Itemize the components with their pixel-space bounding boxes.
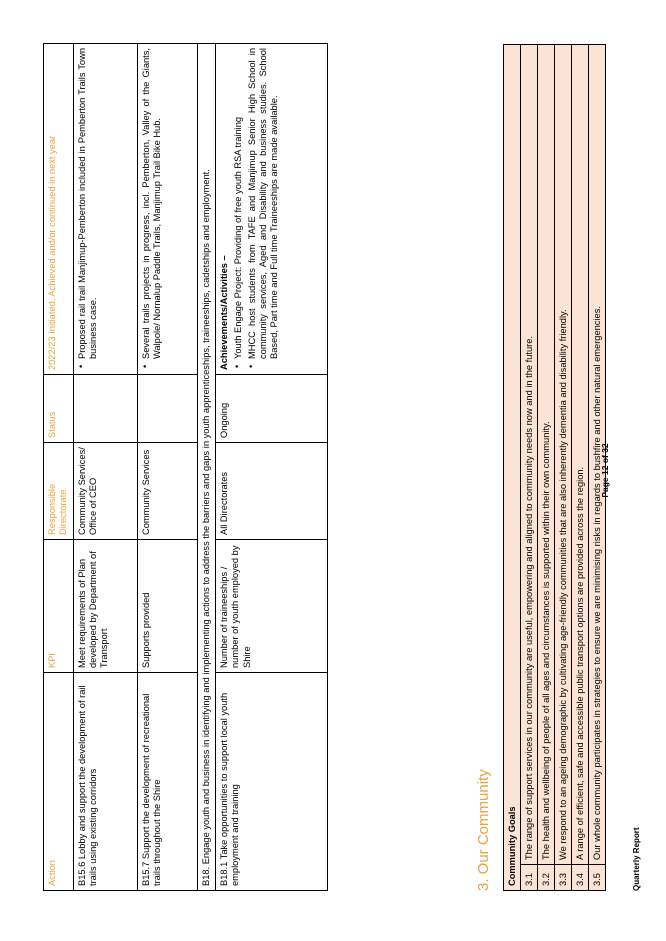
cell-status: Ongoing	[215, 375, 327, 443]
goal-text: The health and wellbeing of people of all ages and circumstances is supported within their own community.	[538, 45, 555, 865]
column-header-status: Status	[44, 375, 74, 443]
footer-page-number: Page 12 of 32	[600, 443, 610, 498]
progress-bullet: • Several trails projects in progress, incl. Pemberton, Valley of the Giants, Walpole/ Nornalup Paddle Trails, Manjimup Trail Bike Hub.	[141, 48, 164, 359]
progress-bullet: • Youth Engage Project: Providing of free youth RSA training	[233, 48, 244, 359]
goal-number: 3.5	[589, 865, 606, 891]
cell-kpi: Number of traineeships / number of youth employed by Shire	[215, 540, 327, 673]
page-title: 3. Our Community	[475, 769, 492, 891]
cell-status	[137, 375, 197, 443]
goals-header-row	[504, 45, 521, 891]
cell-band-heading: B18. Engage youth and business in identifying and implementing actions to address the barriers and gaps in youth apprenticeships, traineeships, cadetships and employment.	[197, 44, 215, 891]
cell-responsible: Community Services/ Office of CEO	[73, 443, 137, 540]
table-row	[73, 44, 137, 891]
goal-text: Our whole community participates in strategies to ensure we are minimising risks in regards to bushfire and other natural emergencies.	[589, 45, 606, 865]
cell-kpi: Meet requirements of Plan developed by Department of Transport	[73, 540, 137, 673]
footer-document-name: Quarterly Report	[632, 827, 641, 891]
cell-kpi: Supports provided	[137, 540, 197, 673]
goal-text: We respond to an ageing demographic by cultivating age-friendly communities that are also inherently dementia and disability friendly.	[555, 45, 572, 865]
column-header-progress: 2022/23 Initiated, Achieved and/or continued in next year	[44, 44, 74, 375]
cell-status	[73, 375, 137, 443]
cell-progress	[73, 44, 137, 375]
table-row	[572, 45, 589, 891]
progress-bullet: • MHCC host students from TAFE and Manjimup Senior High School in community services, Aged and Disability and business studies. School Based, Part time and Full time Traineeships are made available.	[247, 48, 281, 359]
column-header-action: Action	[44, 673, 74, 891]
goal-number: 3.2	[538, 865, 555, 891]
cell-responsible: Community Services	[137, 443, 197, 540]
action-plan-table	[43, 43, 328, 891]
cell-progress	[137, 44, 197, 375]
goal-number: 3.3	[555, 865, 572, 891]
progress-bullet: • Proposed rail trail Manjimup-Pemberton included in Pemberton Trails Town business case.	[77, 48, 100, 359]
progress-subheading: Achievements/Activities –	[218, 255, 229, 370]
table-row	[538, 45, 555, 891]
goal-text: A range of efficient, safe and accessible public transport options are provided across the region.	[572, 45, 589, 865]
community-goals-table	[503, 44, 606, 891]
table-header-row	[44, 44, 74, 891]
table-row	[215, 44, 327, 891]
column-header-responsible-directorate: Responsible Directorate	[44, 443, 74, 540]
goal-text: The range of support services in our community are useful, empowering and aligned to community needs now and in the future.	[521, 45, 538, 865]
cell-action: B15.6 Lobby and support the development of rail trails using existing corridors	[73, 673, 137, 891]
cell-responsible: All Directorates	[215, 443, 327, 540]
goal-number: 3.1	[521, 865, 538, 891]
cell-action: B15.7 Support the development of recreational trails throughout the Shire	[137, 673, 197, 891]
goal-number: 3.4	[572, 865, 589, 891]
cell-action: B18.1 Take opportunities to support local youth employment and training	[215, 673, 327, 891]
column-header-kpi: KPI	[44, 540, 74, 673]
table-row	[137, 44, 197, 891]
cell-progress	[215, 44, 327, 375]
table-band-row	[197, 44, 215, 891]
table-row	[521, 45, 538, 891]
table-row	[555, 45, 572, 891]
goals-title: Community Goals	[504, 45, 521, 891]
